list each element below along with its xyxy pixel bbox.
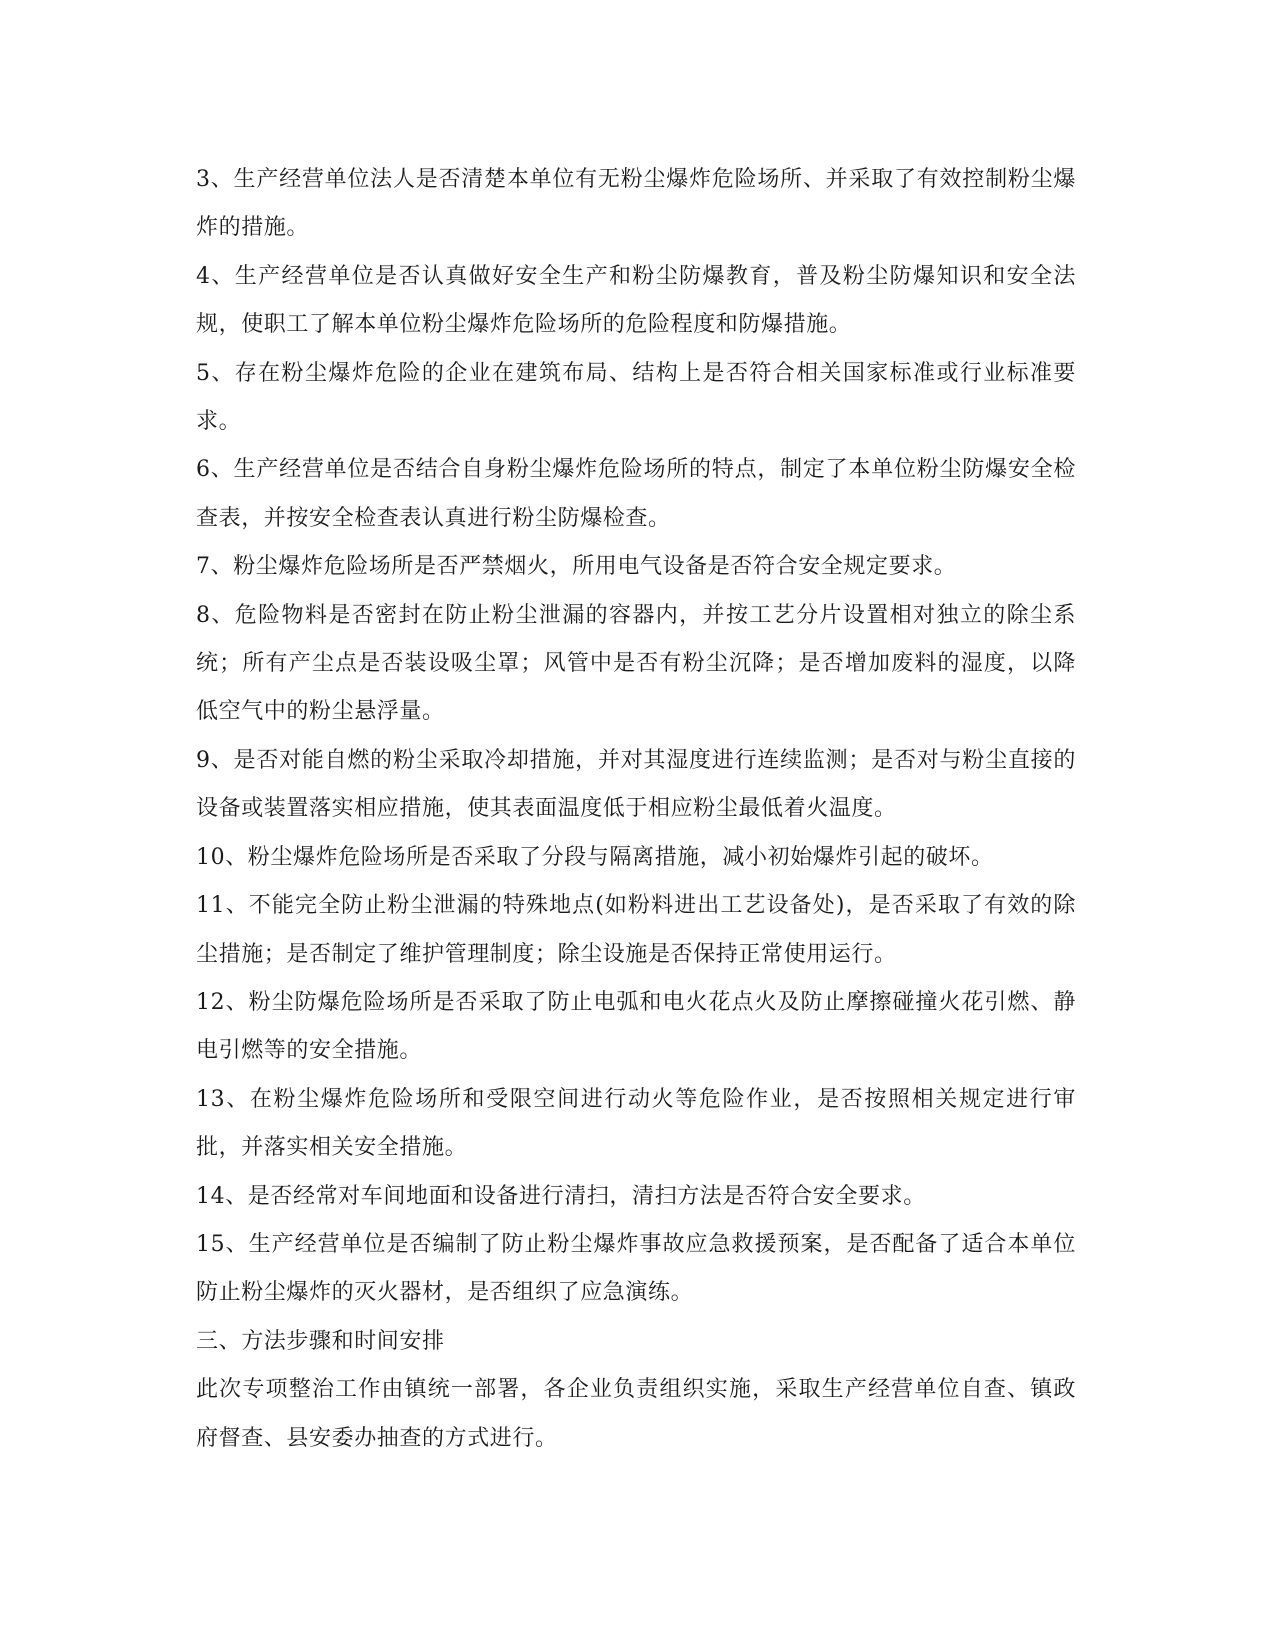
- paragraph-item-8: 8、危险物料是否密封在防止粉尘泄漏的容器内，并按工艺分片设置相对独立的除尘系统；所有产尘点是否装设吸尘罩；风管中是否有粉尘沉降；是否增加废料的湿度，以降低空气中的粉尘悬浮量。: [196, 602, 1076, 725]
- paragraph-item-4: 4、生产经营单位是否认真做好安全生产和粉尘防爆教育，普及粉尘防爆知识和安全法规，使职工了解本单位粉尘爆炸危险场所的危险程度和防爆措施。: [196, 263, 1076, 338]
- paragraph-item-5: 5、存在粉尘爆炸危险的企业在建筑布局、结构上是否符合相关国家标准或行业标准要求。: [196, 360, 1076, 435]
- paragraph-item-15: 15、生产经营单位是否编制了防止粉尘爆炸事故应急救援预案，是否配备了适合本单位防止粉尘爆炸的灭火器材，是否组织了应急演练。: [196, 1231, 1076, 1306]
- paragraph-item-13: 13、在粉尘爆炸危险场所和受限空间进行动火等危险作业，是否按照相关规定进行审批，并落实相关安全措施。: [196, 1086, 1076, 1161]
- paragraph-item-7: 7、粉尘爆炸危险场所是否严禁烟火，所用电气设备是否符合安全规定要求。: [196, 554, 957, 580]
- document-body: [196, 156, 1076, 1463]
- paragraph-item-14: 14、是否经常对车间地面和设备进行清扫，清扫方法是否符合安全要求。: [196, 1183, 926, 1209]
- paragraph-item-6: 6、生产经营单位是否结合自身粉尘爆炸危险场所的特点，制定了本单位粉尘防爆安全检查表，并按安全检查表认真进行粉尘防爆检查。: [196, 457, 1076, 531]
- paragraph-item-3: 3、生产经营单位法人是否清楚本单位有无粉尘爆炸危险场所、并采取了有效控制粉尘爆炸的措施。: [196, 167, 1076, 241]
- paragraph-item-12: 12、粉尘防爆危险场所是否采取了防止电弧和电火花点火及防止摩擦碰撞火花引燃、静电引燃等的安全措施。: [196, 989, 1076, 1064]
- paragraph-item-9: 9、是否对能自燃的粉尘采取冷却措施，并对其湿度进行连续监测；是否对与粉尘直接的设备或装置落实相应措施，使其表面温度低于相应粉尘最低着火温度。: [196, 747, 1076, 822]
- paragraph-body: 此次专项整治工作由镇统一部署，各企业负责组织实施，采取生产经营单位自查、镇政府督查、县安委办抽查的方式进行。: [196, 1377, 1076, 1451]
- section-heading: 三、方法步骤和时间安排: [196, 1328, 445, 1354]
- paragraph-item-10: 10、粉尘爆炸危险场所是否采取了分段与隔离措施，减小初始爆炸引起的破坏。: [196, 844, 994, 870]
- paragraph-item-11: 11、不能完全防止粉尘泄漏的特殊地点(如粉料进出工艺设备处)，是否采取了有效的除尘措施；是否制定了维护管理制度；除尘设施是否保持正常使用运行。: [196, 893, 1076, 967]
